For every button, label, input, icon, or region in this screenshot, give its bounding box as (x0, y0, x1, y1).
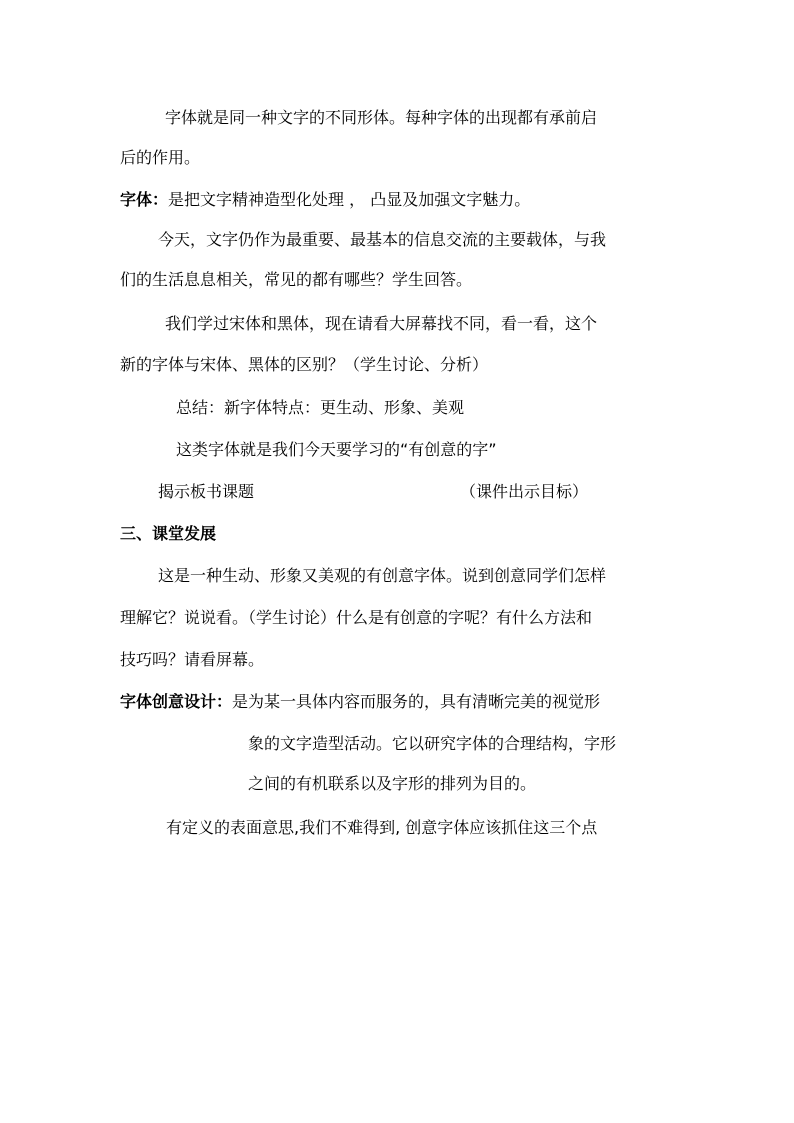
paragraph-4-line-1: 我们学过宋体和黑体，现在请看大屏幕找不同，看一看，这个 (165, 314, 598, 333)
paragraph-4-line-2: 新的字体与宋体、黑体的区别？（学生讨论、分析） (120, 355, 489, 374)
summary-line: 总结：新字体特点：更生动、形象、美观 (176, 398, 465, 417)
intro-line: 这类字体就是我们今天要学习的“有创意的字” (176, 440, 497, 459)
paragraph-3-line-1: 今天，文字仍作为最重要、最基本的信息交流的主要载体，与我 (158, 230, 607, 249)
definition-text-1: 是为某一具体内容而服务的，具有清晰完美的视觉形 (232, 692, 601, 711)
paragraph-1-line-1: 字体就是同一种文字的不同形体。每种字体的出现都有承前启 (165, 108, 598, 127)
definition-line-2: 象的文字造型活动。它以研究字体的合理结构，字形 (248, 734, 617, 753)
paragraph-3-line-2: 们的生活息息相关，常见的都有哪些？学生回答。 (120, 270, 473, 289)
term-font: 字体： (120, 190, 169, 209)
paragraph-1-line-2: 后的作用。 (120, 148, 201, 167)
definition-line-3: 之间的有机联系以及字形的排列为目的。 (248, 774, 537, 793)
paragraph-5-line-1: 这是一种生动、形象又美观的有创意字体。说到创意同学们怎样 (158, 566, 607, 585)
courseware-note: （课件出示目标） (460, 482, 589, 501)
term-creative-design: 字体创意设计： (120, 692, 233, 711)
paragraph-2 (120, 190, 530, 210)
board-title-line: 揭示板书课题 (158, 482, 255, 501)
definition-line-1 (120, 692, 600, 712)
paragraph-6-line-1: 有定义的表面意思,我们不难得到, 创意字体应该抓住这三个点 (166, 818, 598, 837)
section-heading: 三、课堂发展 (120, 524, 217, 543)
paragraph-5-line-3: 技巧吗？请看屏幕。 (120, 650, 265, 669)
term-font-definition: 是把文字精神造型化处理 ， 凸显及加强文字魅力。 (168, 190, 531, 209)
paragraph-5-line-2: 理解它？说说看。（学生讨论）什么是有创意的字呢？有什么方法和 (120, 608, 593, 627)
